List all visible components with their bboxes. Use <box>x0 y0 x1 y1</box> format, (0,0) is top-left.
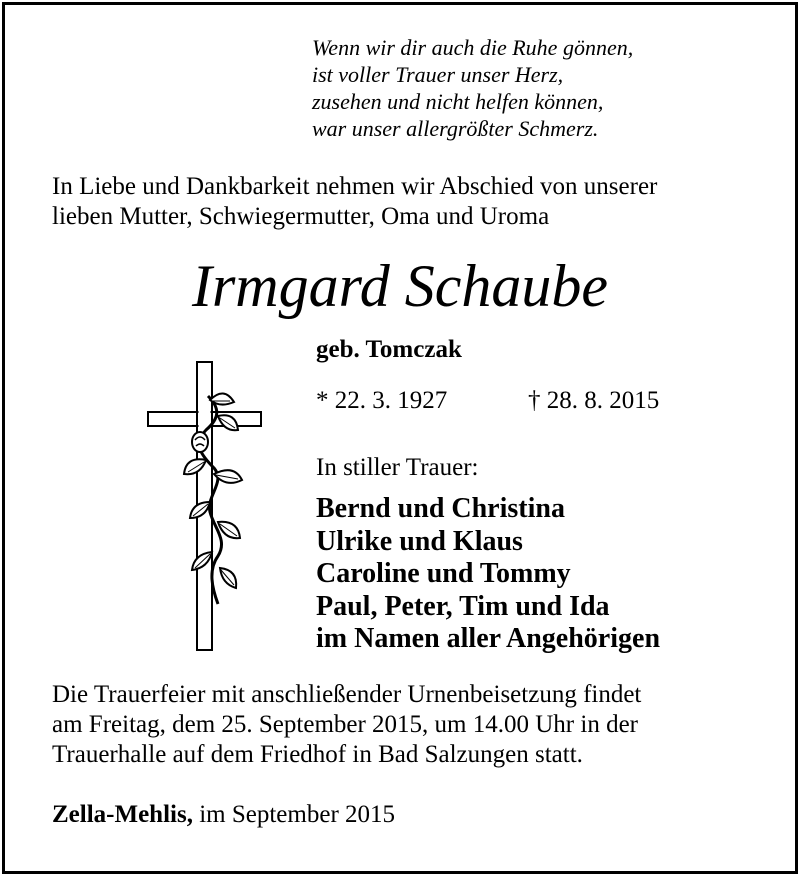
mourner-entry: Bernd und Christina <box>316 493 565 524</box>
service-line: Die Trauerfeier mit anschließender Urnenbeisetzung findet <box>52 681 642 708</box>
mourner-entry: Caroline und Tommy <box>316 558 571 589</box>
mourners-label: In stiller Trauer: <box>316 454 479 481</box>
closing-line <box>52 800 395 830</box>
birth-date: * 22. 3. 1927 <box>316 387 448 414</box>
mourner-entry: Paul, Peter, Tim und Ida <box>316 590 610 622</box>
mourner-entry: Ulrike und Klaus <box>316 525 523 557</box>
intro-text <box>52 172 762 232</box>
death-date: † 28. 8. 2015 <box>528 387 660 414</box>
cross-with-rose-icon <box>140 356 280 656</box>
closing-place: Zella-Mehlis, <box>52 801 193 828</box>
mourners-list <box>316 493 660 656</box>
mourner-entry: im Namen aller Angehörigen <box>316 623 661 654</box>
service-line: Trauerhalle auf dem Friedhof in Bad Salzungen statt. <box>52 741 583 768</box>
intro-line: lieben Mutter, Schwiegermutter, Oma und Uroma <box>52 203 550 230</box>
closing-date: im September 2015 <box>192 801 396 828</box>
intro-line: In Liebe und Dankbarkeit nehmen wir Abschied von unserer <box>52 173 658 200</box>
service-line: am Freitag, dem 25. September 2015, um 14.00 Uhr in der <box>52 711 638 738</box>
poem-line: war unser allergrößter Schmerz. <box>312 116 599 141</box>
poem-line: zusehen und nicht helfen können, <box>312 89 604 114</box>
poem-line: ist voller Trauer unser Herz, <box>312 62 564 87</box>
service-details <box>52 680 752 770</box>
poem <box>312 34 633 142</box>
poem-line: Wenn wir dir auch die Ruhe gönnen, <box>312 35 634 60</box>
deceased-name: Irmgard Schaube <box>191 253 609 319</box>
maiden-name: geb. Tomczak <box>316 336 462 363</box>
